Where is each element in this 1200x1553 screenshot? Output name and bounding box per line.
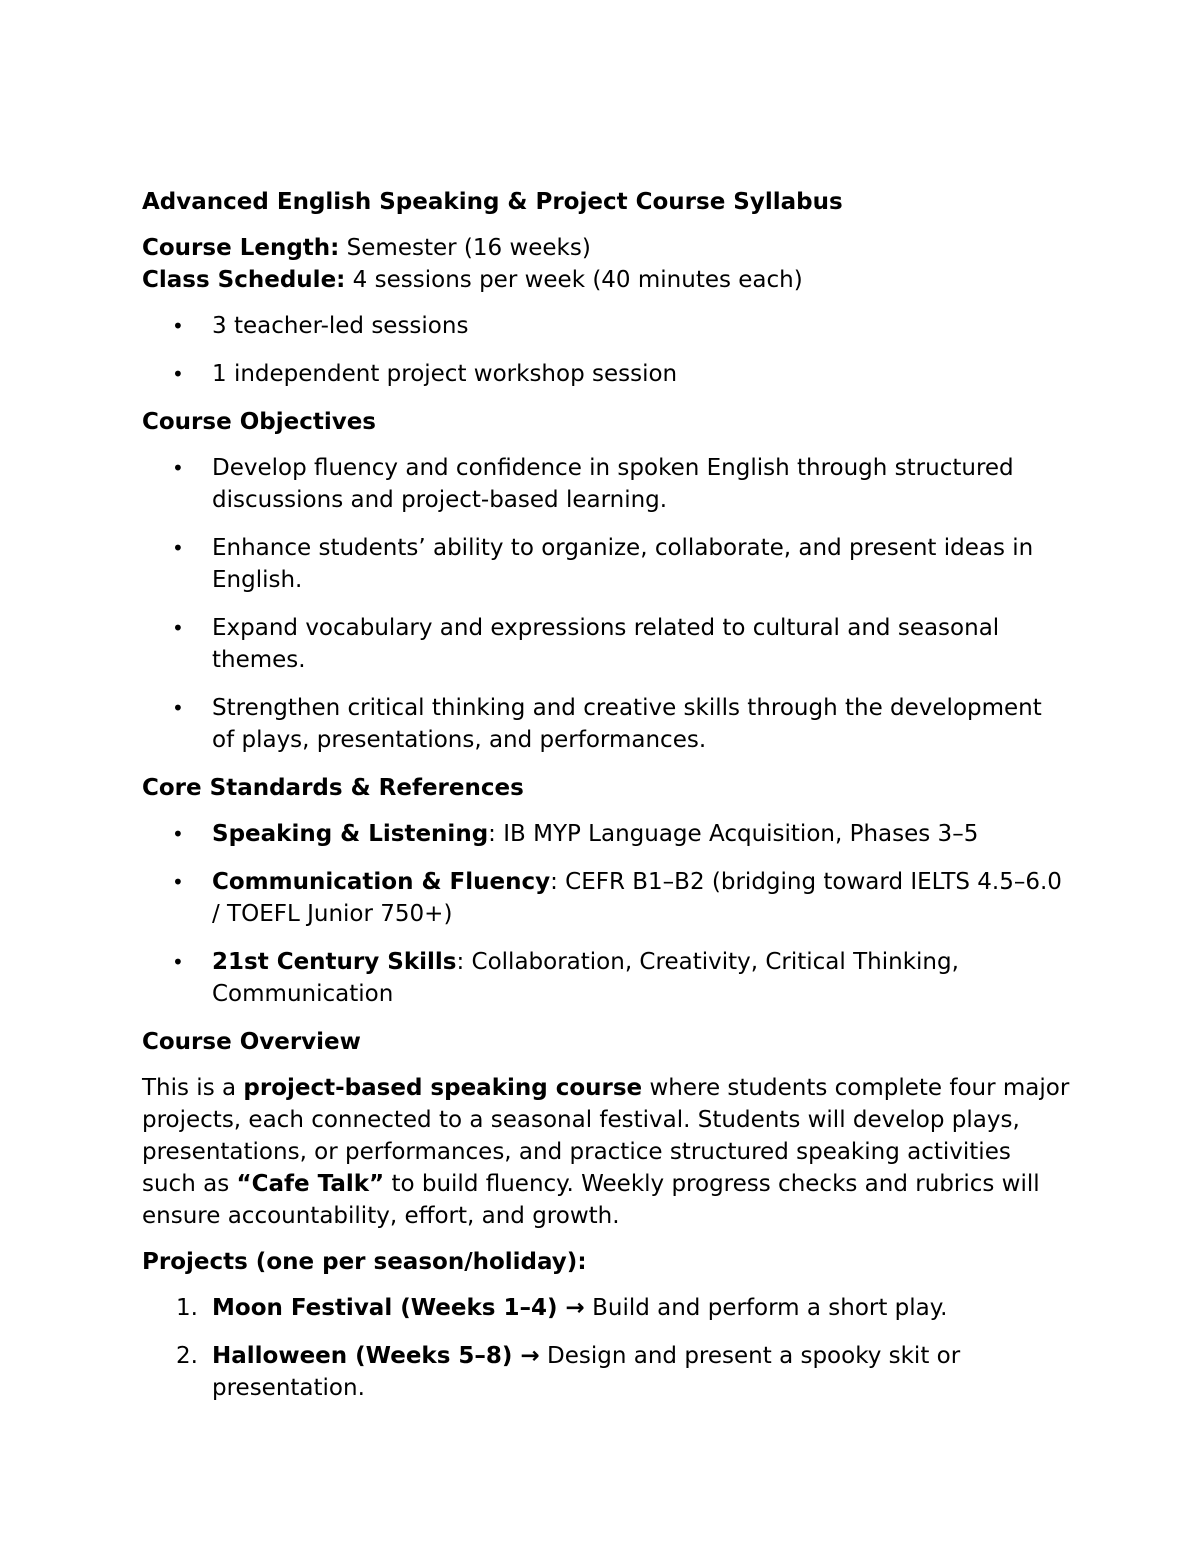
list-item — [142, 612, 1070, 676]
list-item — [142, 358, 1070, 390]
overview-bold-1: project-based speaking course — [243, 1075, 643, 1101]
list-item — [142, 866, 1070, 930]
project-text: Design and present a spooky skit or presentation. — [212, 1343, 961, 1401]
list-item-text: Strengthen critical thinking and creative skills through the development of plays, presentations, and performances. — [212, 695, 1042, 753]
list-number: 1. — [176, 1295, 198, 1321]
document-title: Advanced English Speaking & Project Course Syllabus — [142, 189, 843, 215]
standards-heading: Core Standards & References — [142, 775, 524, 801]
overview-bold-2: “Cafe Talk” — [236, 1171, 385, 1197]
overview-heading: Course Overview — [142, 1029, 361, 1055]
objectives-list — [142, 452, 1070, 756]
list-item-text: Expand vocabulary and expressions related to cultural and seasonal themes. — [212, 615, 1000, 673]
bullet-icon: • — [172, 362, 184, 386]
list-item-text: 1 independent project workshop session — [212, 361, 678, 387]
bullet-icon: • — [172, 696, 184, 720]
list-item — [142, 452, 1070, 516]
project-label: Moon Festival (Weeks 1–4) → — [212, 1295, 585, 1321]
standard-text: : CEFR B1–B2 (bridging toward IELTS 4.5–6.0 / TOEFL Junior 750+) — [212, 869, 1062, 927]
bullet-icon: • — [172, 456, 184, 480]
course-length-line — [142, 232, 1070, 264]
overview-text-3: to build fluency. Weekly progress checks and rubrics will ensure accountability, effort, and growth. — [142, 1171, 1040, 1229]
list-item — [142, 818, 1070, 850]
standard-label: Speaking & Listening — [212, 821, 489, 847]
bullet-icon: • — [172, 314, 184, 338]
standard-text: : IB MYP Language Acquisition, Phases 3–5 — [488, 821, 979, 847]
standard-label: 21st Century Skills — [212, 949, 457, 975]
list-item-text: 3 teacher-led sessions — [212, 313, 469, 339]
standard-text: : Collaboration, Creativity, Critical Thinking, Communication — [212, 949, 959, 1007]
standards-list — [142, 818, 1070, 1010]
bullet-icon: • — [172, 616, 184, 640]
project-label: Halloween (Weeks 5–8) → — [212, 1343, 540, 1369]
overview-text-1: This is a — [142, 1075, 244, 1101]
list-item — [142, 310, 1070, 342]
list-number: 2. — [176, 1343, 198, 1369]
list-item — [142, 1292, 1070, 1324]
class-schedule-line — [142, 264, 1070, 296]
bullet-icon: • — [172, 870, 184, 894]
list-item-text: Enhance students’ ability to organize, collaborate, and present ideas in English. — [212, 535, 1034, 593]
list-item — [142, 1340, 1070, 1404]
bullet-icon: • — [172, 536, 184, 560]
class-schedule-value: 4 sessions per week (40 minutes each) — [345, 267, 803, 293]
course-length-value: Semester (16 weeks) — [339, 235, 591, 261]
overview-text-2: where students complete four major projects, each connected to a seasonal festival. Students will develop plays, presentations, or performances, and practice structured speaking activities such as — [142, 1075, 1070, 1197]
bullet-icon: • — [172, 950, 184, 974]
projects-heading: Projects (one per season/holiday): — [142, 1249, 587, 1275]
list-item-text: Develop fluency and confidence in spoken English through structured discussions and project-based learning. — [212, 455, 1014, 513]
list-item — [142, 692, 1070, 756]
projects-list — [142, 1292, 1070, 1404]
project-text: Build and perform a short play. — [584, 1295, 948, 1321]
standard-label: Communication & Fluency — [212, 869, 551, 895]
bullet-icon: • — [172, 822, 184, 846]
course-length-label: Course Length: — [142, 235, 340, 261]
schedule-list — [142, 310, 1070, 390]
objectives-heading: Course Objectives — [142, 409, 376, 435]
class-schedule-label: Class Schedule: — [142, 267, 346, 293]
overview-paragraph — [142, 1072, 1070, 1232]
list-item — [142, 946, 1070, 1010]
list-item — [142, 532, 1070, 596]
